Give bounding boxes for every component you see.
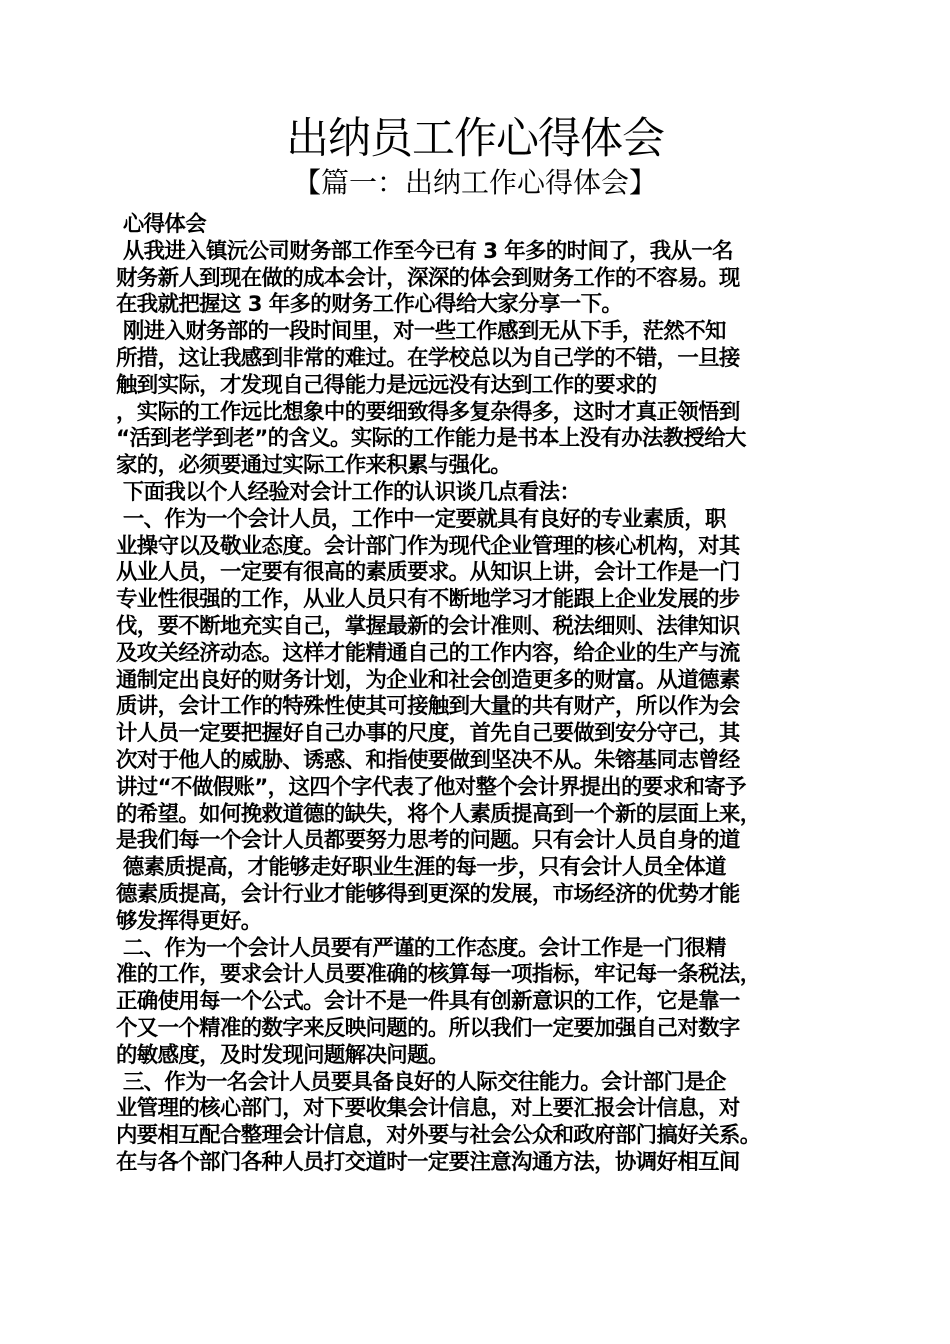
body-line: 德素质提高，会计行业才能够得到更深的发展，市场经济的优势才能: [116, 881, 740, 907]
body-line: 正确使用每一个公式。会计不是一件具有创新意识的工作，它是靠一: [116, 989, 740, 1015]
body-line: 在我就把握这 3 年多的财务工作心得给大家分享一下。: [116, 292, 623, 318]
body-line: 是我们每一个会计人员都要努力思考的问题。只有会计人员自身的道: [116, 828, 740, 854]
body-line: 德素质提高，才能够走好职业生涯的每一步，只有会计人员全体道: [116, 855, 726, 881]
body-line: 三、作为一名会计人员要具备良好的人际交往能力。会计部门是企: [116, 1069, 726, 1095]
body-line: 一、作为一个会计人员，工作中一定要就具有良好的专业素质，职: [116, 506, 726, 532]
body-line: 业管理的核心部门，对下要收集会计信息，对上要汇报会计信息，对: [116, 1096, 740, 1122]
body-line: 伐，要不断地充实自己，掌握最新的会计准则、税法细则、法律知识: [116, 613, 740, 639]
body-line: 从业人员，一定要有很高的素质要求。从知识上讲，会计工作是一门: [116, 560, 740, 586]
body-line: 内要相互配合整理会计信息，对外要与社会公众和政府部门搞好关系。: [116, 1123, 761, 1149]
document-title: 出纳员工作心得体会: [286, 114, 664, 164]
body-line: 从我进入镇沅公司财务部工作至今已有 3 年多的时间了，我从一名: [116, 238, 733, 264]
body-line: 触到实际，才发现自己得能力是远远没有达到工作的要求的: [116, 372, 657, 398]
body-line: 计人员一定要把握好自己办事的尺度，首先自己要做到安分守己，其: [116, 721, 740, 747]
body-line: 次对于他人的威胁、诱惑、和指使要做到坚决不从。朱镕基同志曾经: [116, 747, 740, 773]
body-line: 财务新人到现在做的成本会计，深深的体会到财务工作的不容易。现: [116, 265, 740, 291]
body-line: 二、作为一个会计人员要有严谨的工作态度。会计工作是一门很精: [116, 935, 726, 961]
document-subtitle: 【篇一：出纳工作心得体会】: [292, 166, 657, 199]
body-line: 下面我以个人经验对会计工作的认识谈几点看法：: [116, 479, 581, 505]
body-line: 心得体会: [116, 212, 207, 237]
body-line: 专业性很强的工作，从业人员只有不断地学习才能跟上企业发展的步: [116, 587, 740, 613]
body-line: 及攻关经济动态。这样才能精通自己的工作内容，给企业的生产与流: [116, 640, 740, 666]
body-line: 通制定出良好的财务计划，为企业和社会创造更多的财富。从道德素: [116, 667, 740, 693]
body-line: “活到老学到老”的含义。实际的工作能力是书本上没有办法教授给大: [116, 426, 746, 452]
body-line: ，实际的工作远比想象中的要细致得多复杂得多，这时才真正领悟到: [116, 399, 740, 425]
body-line: 所措，这让我感到非常的难过。在学校总以为自己学的不错，一旦接: [116, 345, 740, 371]
body-line: 质讲，会计工作的特殊性使其可接触到大量的共有财产，所以作为会: [116, 694, 740, 720]
document-body: [116, 212, 838, 1177]
body-line: 刚进入财务部的一段时间里，对一些工作感到无从下手，茫然不知: [116, 319, 726, 345]
body-line: 的希望。如何挽救道德的缺失，将个人素质提高到一个新的层面上来，: [116, 801, 761, 827]
body-line: 个又一个精准的数字来反映问题的。所以我们一定要加强自己对数字: [116, 1015, 740, 1041]
body-line: 讲过“不做假账”，这四个字代表了他对整个会计界提出的要求和寄予: [116, 774, 746, 800]
body-line: 家的，必须要通过实际工作来积累与强化。: [116, 453, 512, 479]
body-line: 够发挥得更好。: [116, 908, 262, 934]
body-line: 业操守以及敬业态度。会计部门作为现代企业管理的核心机构，对其: [116, 533, 740, 559]
body-line: 的敏感度，及时发现问题解决问题。: [116, 1042, 449, 1068]
body-line: 在与各个部门各种人员打交道时一定要注意沟通方法，协调好相互间: [116, 1149, 740, 1175]
body-line: 准的工作，要求会计人员要准确的核算每一项指标，牢记每一条税法，: [116, 962, 761, 988]
